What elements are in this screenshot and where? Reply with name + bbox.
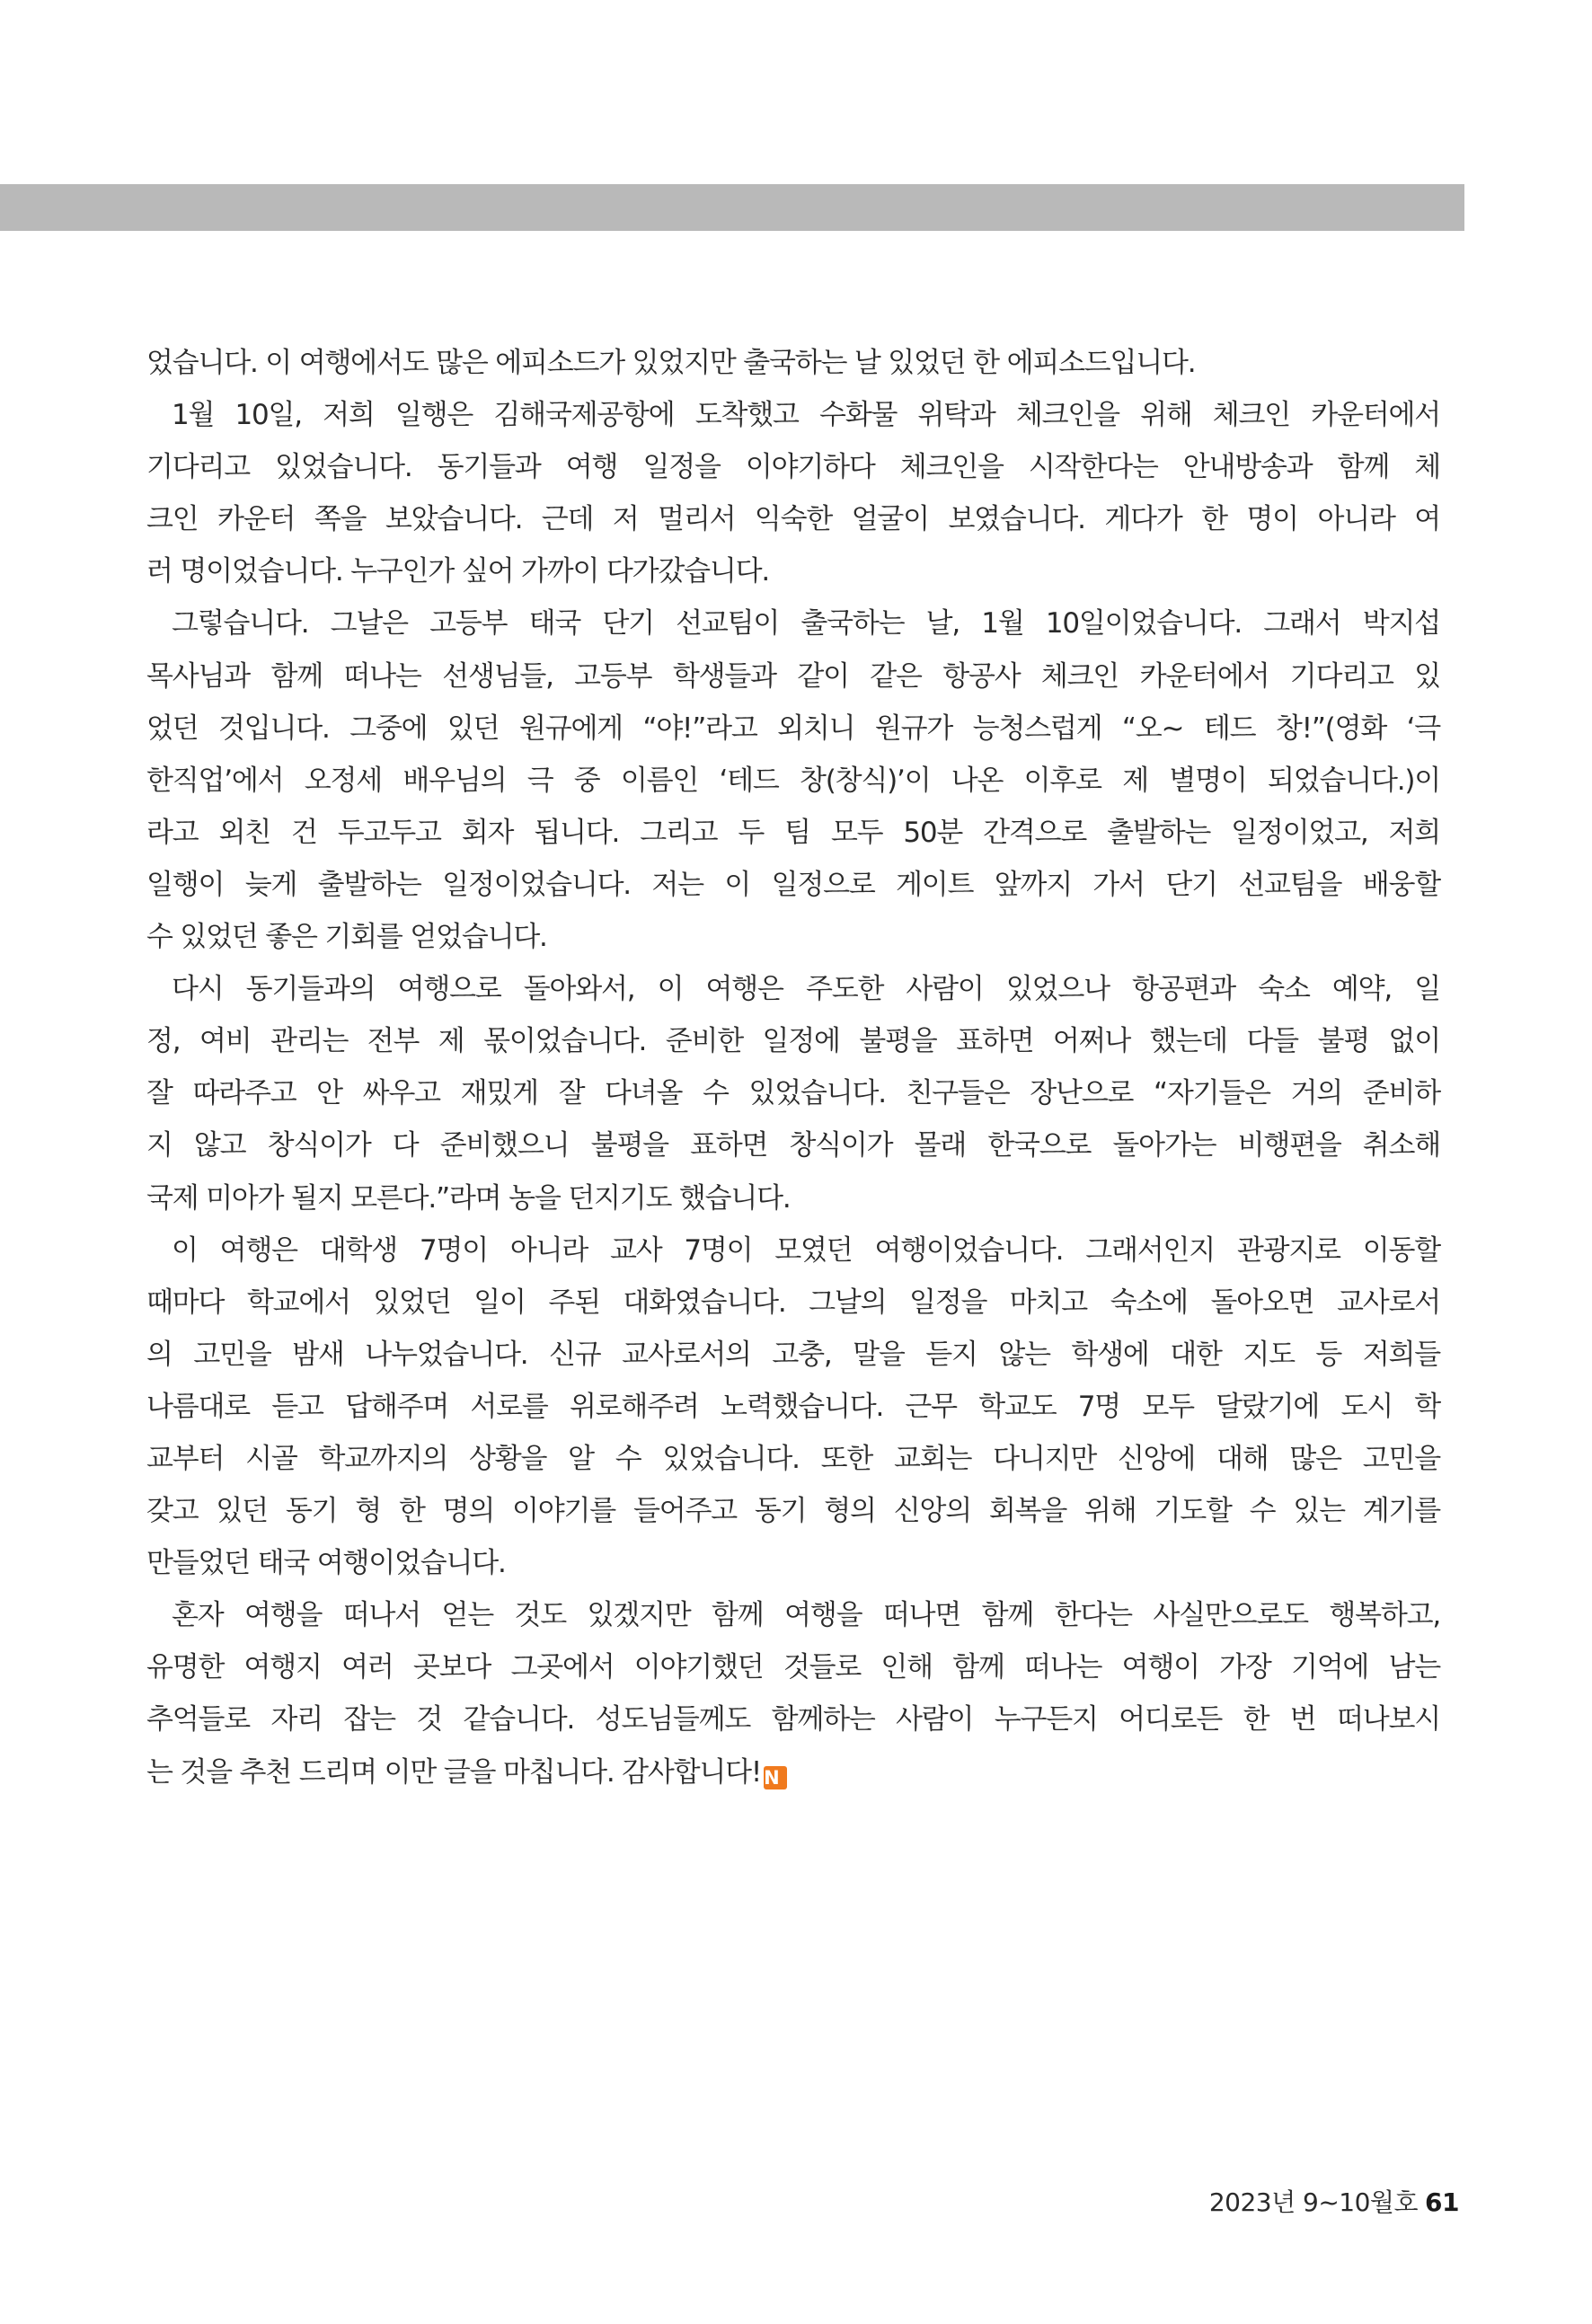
text-line: 국제 미아가 될지 모른다.”라며 농을 던지기도 했습니다. [146, 1181, 791, 1215]
text-line: 교부터 시골 학교까지의 상황을 알 수 있었습니다. 또한 교회는 다니지만 신앙에 대해 많은 고민을 [146, 1442, 1440, 1475]
text-line: 다시 동기들과의 여행으로 돌아와서, 이 여행은 주도한 사람이 있었으나 항공편과 숙소 예약, 일 [172, 973, 1440, 1006]
text-line: 지 않고 창식이가 다 준비했으니 불평을 표하면 창식이가 몰래 한국으로 돌아가는 비행편을 취소해 [146, 1129, 1440, 1162]
end-mark-icon: N [764, 1766, 787, 1789]
text-line: 1월 10일, 저희 일행은 김해국제공항에 도착했고 수화물 위탁과 체크인을 위해 체크인 카운터에서 [172, 399, 1440, 432]
text-line: 의 고민을 밤새 나누었습니다. 신규 교사로서의 고충, 말을 듣지 않는 학생에 대한 지도 등 저희들 [146, 1338, 1440, 1371]
text-line: 이 여행은 대학생 7명이 아니라 교사 7명이 모였던 여행이었습니다. 그래서인지 관광지로 이동할 [172, 1233, 1440, 1267]
text-line: 때마다 학교에서 있었던 일이 주된 대화였습니다. 그날의 일정을 마치고 숙소에 돌아오면 교사로서 [146, 1286, 1440, 1319]
text-line: 추억들로 자리 잡는 것 같습니다. 성도님들께도 함께하는 사람이 누구든지 어디로든 한 번 떠나보시 [146, 1703, 1440, 1736]
text-line: 일행이 늦게 출발하는 일정이었습니다. 저는 이 일정으로 게이트 앞까지 가서 단기 선교팀을 배웅할 [146, 868, 1440, 901]
text-line: 혼자 여행을 떠나서 얻는 것도 있겠지만 함께 여행을 떠나면 함께 한다는 사실만으로도 행복하고, [172, 1599, 1440, 1632]
text-line: 러 명이었습니다. 누구인가 싶어 가까이 다가갔습니다. [146, 555, 769, 588]
text-line: 한직업’에서 오정세 배우님의 극 중 이름인 ‘테드 창(창식)’이 나온 이후로 제 별명이 되었습니다.)이 [146, 764, 1440, 797]
text-line: 만들었던 태국 여행이었습니다. [146, 1547, 506, 1580]
page-number: 61 [1425, 2187, 1459, 2217]
text-line: 목사님과 함께 떠나는 선생님들, 고등부 학생들과 같이 같은 항공사 체크인 카운터에서 기다리고 있 [146, 659, 1440, 693]
text-line-content: 는 것을 추천 드리며 이만 글을 마칩니다. 감사합니다! [146, 1755, 762, 1789]
issue-label: 2023년 9~10월호 [1208, 2187, 1419, 2217]
text-line [146, 1746, 1440, 1798]
text-line: 잘 따라주고 안 싸우고 재밌게 잘 다녀올 수 있었습니다. 친구들은 장난으로 “자기들은 거의 준비하 [146, 1077, 1440, 1110]
text-line: 그렇습니다. 그날은 고등부 태국 단기 선교팀이 출국하는 날, 1월 10일이었습니다. 그래서 박지섭 [172, 607, 1440, 641]
text-line: 갖고 있던 동기 형 한 명의 이야기를 들어주고 동기 형의 신앙의 회복을 위해 기도할 수 있는 계기를 [146, 1495, 1440, 1528]
text-line: 유명한 여행지 여러 곳보다 그곳에서 이야기했던 것들로 인해 함께 떠나는 여행이 가장 기억에 남는 [146, 1651, 1440, 1684]
text-line: 수 있었던 좋은 기회를 얻었습니다. [146, 921, 547, 954]
text-line: 었던 것입니다. 그중에 있던 원규에게 “야!”라고 외치니 원규가 능청스럽게 “오~ 테드 창!”(영화 ‘극 [146, 711, 1440, 745]
text-line: 정, 여비 관리는 전부 제 몫이었습니다. 준비한 일정에 불평을 표하면 어쩌나 했는데 다들 불평 없이 [146, 1025, 1440, 1058]
text-line: 나름대로 듣고 답해주며 서로를 위로해주려 노력했습니다. 근무 학교도 7명 모두 달랐기에 도시 학 [146, 1390, 1440, 1423]
article-body [146, 337, 1440, 1798]
text-line: 크인 카운터 쪽을 보았습니다. 근데 저 멀리서 익숙한 얼굴이 보였습니다. 게다가 한 명이 아니라 여 [146, 503, 1440, 536]
text-line: 라고 외친 건 두고두고 회자 됩니다. 그리고 두 팀 모두 50분 간격으로 출발하는 일정이었고, 저희 [146, 816, 1440, 849]
page-footer [1209, 2183, 1459, 2219]
header-bar [0, 184, 1464, 231]
text-line: 었습니다. 이 여행에서도 많은 에피소드가 있었지만 출국하는 날 있었던 한 에피소드입니다. [146, 347, 1196, 379]
text-line: 기다리고 있었습니다. 동기들과 여행 일정을 이야기하다 체크인을 시작한다는 안내방송과 함께 체 [146, 451, 1440, 484]
